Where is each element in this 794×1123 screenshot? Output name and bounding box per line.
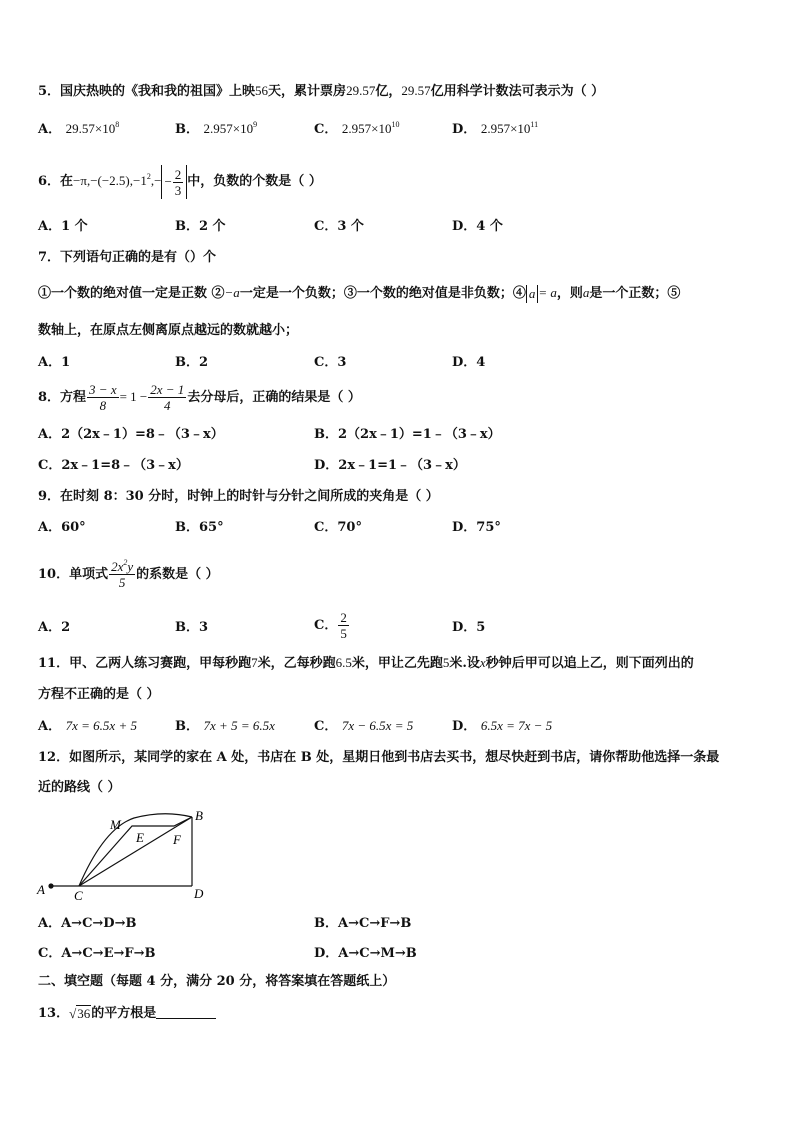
q9-option-a: A．60°: [38, 520, 86, 535]
q7-stem: 7．下列语句正确的是有（）个: [38, 250, 217, 265]
label-m: M: [110, 817, 121, 832]
q5-option-c: C． $2.957\times 10^{10}$: [314, 120, 400, 137]
q8-option-b: B．2（2x﹣1）=1﹣（3﹣x）: [314, 427, 501, 442]
q7-option-b: B．2: [175, 355, 209, 370]
q8-stem: 8．方程 $\frac{3 - x}{8}$ = 1 − $\frac{2x - 1}{4}$ 去分母后，正确的结果是（ ）: [38, 382, 361, 413]
diagram-lines: [51, 814, 192, 886]
q12-option-a: A．A→C→D→B: [38, 916, 137, 931]
label-a: A: [37, 882, 45, 897]
q9-option-b: B．65°: [175, 520, 224, 535]
q11-option-a: A． 7x = 6.5x + 5: [38, 718, 137, 734]
q12-option-b: B．A→C→F→B: [314, 916, 412, 931]
q9-option-d: D．75°: [452, 520, 501, 535]
section-heading-fill-in: 二、填空题（每题 4 分，满分 20 分，将答案填在答题纸上）: [38, 974, 396, 989]
q12-stem-line2: 近的路线（ ）: [38, 780, 121, 795]
q7-statements-line2: 数轴上，在原点左侧离原点越远的数就越小；: [38, 323, 299, 338]
q13-stem: 13．√36的平方根是: [38, 1004, 216, 1023]
q10-stem: 10．单项式 $\frac{2x^2y}{5}$ 的系数是（ ）: [38, 558, 219, 590]
q6-option-b: B．2 个: [175, 219, 226, 234]
q11-stem-line1: 11．甲、乙两人练习赛跑，甲每秒跑7米，乙每秒跑6.5米，甲让乙先跑5米.设x秒钟后甲可以追上乙，则下面列出的: [38, 655, 694, 671]
q12-option-c: C．A→C→E→F→B: [38, 946, 156, 961]
q11-option-d: D． 6.5x = 7x − 5: [452, 718, 553, 734]
q7-option-a: A．1: [38, 355, 71, 370]
q7-option-c: C．3: [314, 355, 347, 370]
q9-stem: 9．在时刻 8：30 分时，时钟上的时针与分针之间所成的夹角是（ ）: [38, 489, 439, 504]
point-a: [48, 883, 53, 888]
q10-option-d: D．5: [452, 620, 486, 635]
q7-option-d: D．4: [452, 355, 486, 370]
q10-option-a: A．2: [38, 620, 71, 635]
q5-option-b: B． $2.957\times 10^9$: [175, 120, 258, 137]
q10-option-b: B．3: [175, 620, 209, 635]
label-b: B: [195, 808, 203, 823]
q5-option-a: A． $29.57\times 10^8$: [38, 120, 120, 137]
label-d: D: [194, 886, 204, 901]
label-e: E: [136, 830, 144, 845]
q12-option-d: D．A→C→M→B: [314, 946, 417, 961]
q5-stem: 5．国庆热映的《我和我的祖国》上映56天，累计票房29.57亿，29.57亿用科学计数法可表示为（ ）: [38, 83, 605, 99]
q8-option-c: C．2x﹣1=8﹣（3﹣x）: [38, 458, 189, 473]
q8-option-d: D．2x﹣1=1﹣（3﹣x）: [314, 458, 466, 473]
segment-cb: [79, 817, 192, 886]
sqrt-36: √36: [69, 1005, 91, 1021]
q6-option-a: A．1 个: [38, 219, 88, 234]
q5-option-d: D． $2.957\times 10^{11}$: [452, 120, 539, 137]
q11-stem-line2: 方程不正确的是（ ）: [38, 687, 160, 702]
q12-route-diagram: [34, 808, 214, 903]
q11-option-c: C． 7x − 6.5x = 5: [314, 718, 414, 734]
q7-statements-line1: ①一个数的绝对值一定是正数 ②−a一定是一个负数；③一个数的绝对值是非负数；④ a = a，则a是一个正数；⑤: [38, 285, 681, 301]
q10-option-c: C． $\frac{2}{5}$: [314, 610, 347, 641]
q6-option-d: D．4 个: [452, 219, 503, 234]
q6-stem: 6．在$-\pi,-(-2.5),-1^2,-$ − $\frac{2}{3}$ 中，负数的个数是（ ）: [38, 164, 322, 199]
q9-option-c: C．70°: [314, 520, 362, 535]
label-c: C: [74, 888, 83, 903]
q11-option-b: B． 7x + 5 = 6.5x: [175, 718, 275, 734]
q12-stem-line1: 12．如图所示，某同学的家在 A 处，书店在 B 处，星期日他到书店去买书，想尽快赶到书店，请你帮助他选择一条最: [38, 750, 720, 765]
answer-blank[interactable]: [156, 1004, 216, 1019]
q8-option-a: A．2（2x﹣1）=8﹣（3﹣x）: [38, 427, 224, 442]
label-f: F: [173, 832, 181, 847]
q6-option-c: C．3 个: [314, 219, 364, 234]
